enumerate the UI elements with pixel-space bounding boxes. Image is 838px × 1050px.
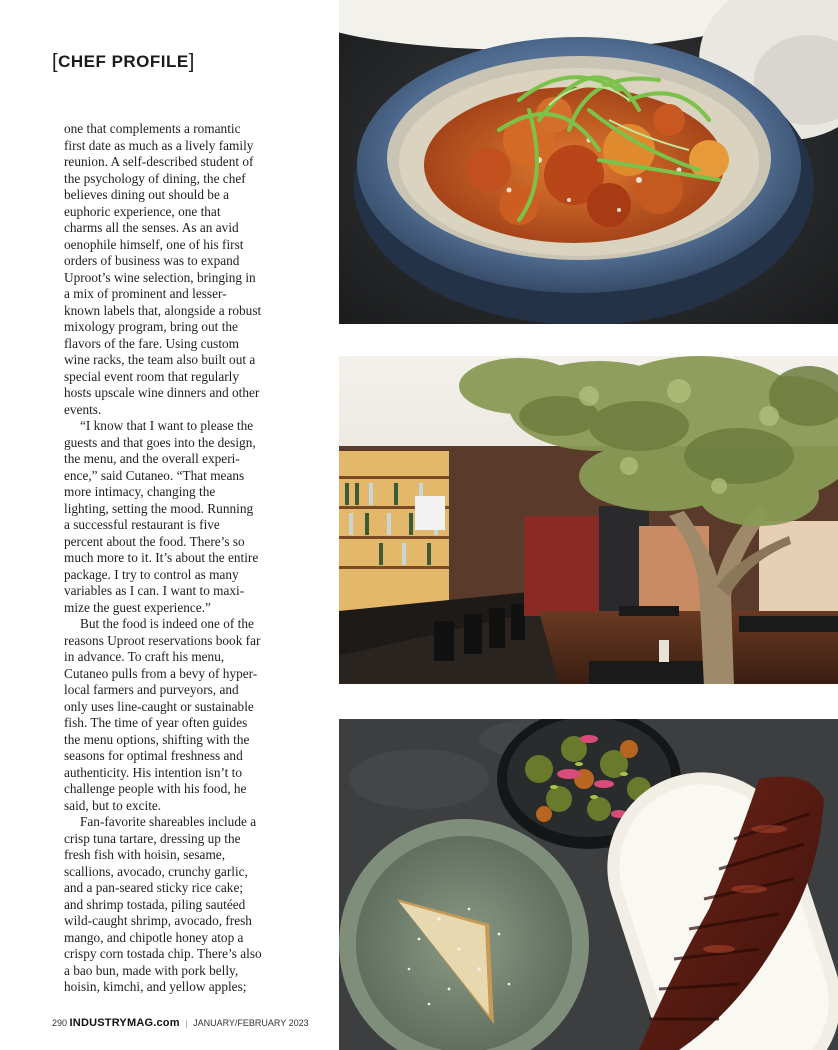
- section-label: [52, 50, 195, 73]
- paragraph-3: But the food is indeed one of the reasons Uproot reservations book far in advance. To craft his menu, Cutaneo pulls from a bevy of hyper-local farmers and purveyors, and only uses line-caught or sustainable fish. The time of year often guides the menu options, shifting with the seasons for optimal freshness and authenticity. His intention isn’t to challenge people with his food, he said, but to excite.: [64, 616, 261, 813]
- dish-bowl-photo: [339, 0, 838, 324]
- article-body: [64, 121, 262, 996]
- footer-separator: |: [185, 1018, 188, 1028]
- label-bracket-open: [: [52, 51, 59, 73]
- page-footer: [52, 1017, 309, 1029]
- dining-room-photo: [339, 356, 838, 684]
- steak-spread-photo: [339, 719, 838, 1050]
- label-bracket-close: ]: [188, 51, 195, 73]
- issue-date: JANUARY/FEBRUARY 2023: [193, 1018, 309, 1028]
- section-label-text: CHEF PROFILE: [58, 52, 189, 71]
- paragraph-4: Fan-favorite shareables include a crisp tuna tartare, dressing up the fresh fish with hoisin, sesame, scallions, avocado, crunchy garlic, and a pan-seared sticky rice cake; and shrimp tostada, piling sautéed wild-caught shrimp, avocado, fresh mango, and chipotle honey atop a crispy corn tostada chip. There’s also a bao bun, made with pork belly, hoisin, kimchi, and yellow apples;: [64, 814, 262, 994]
- page-number: 290: [52, 1018, 68, 1028]
- paragraph-1: one that complements a romantic first date as much as a lively family reunion. A self-described student of the psychology of dining, the chef believes dining out should be a euphoric experience, one that charms all the senses. As an avid oenophile himself, one of his first orders of business was to expand Uproot’s wine selection, bringing in a mix of prominent and lesser-known labels that, alongside a robust mixology program, bring out the flavors of the fare. Using custom wine racks, the team also built out a special event room that regularly hosts upscale wine dinners and other events.: [64, 121, 262, 417]
- paragraph-2: “I know that I want to please the guests and that goes into the design, the menu, and the overall experience,” said Cutaneo. “That means more intimacy, changing the lighting, setting the mood. Running a successful restaurant is five percent about the food. There’s so much more to it. It’s about the entire package. I try to control as many variables as I can. I want to maximize the guest experience.”: [64, 418, 259, 615]
- magazine-name: INDUSTRYMAG.com: [69, 1017, 180, 1029]
